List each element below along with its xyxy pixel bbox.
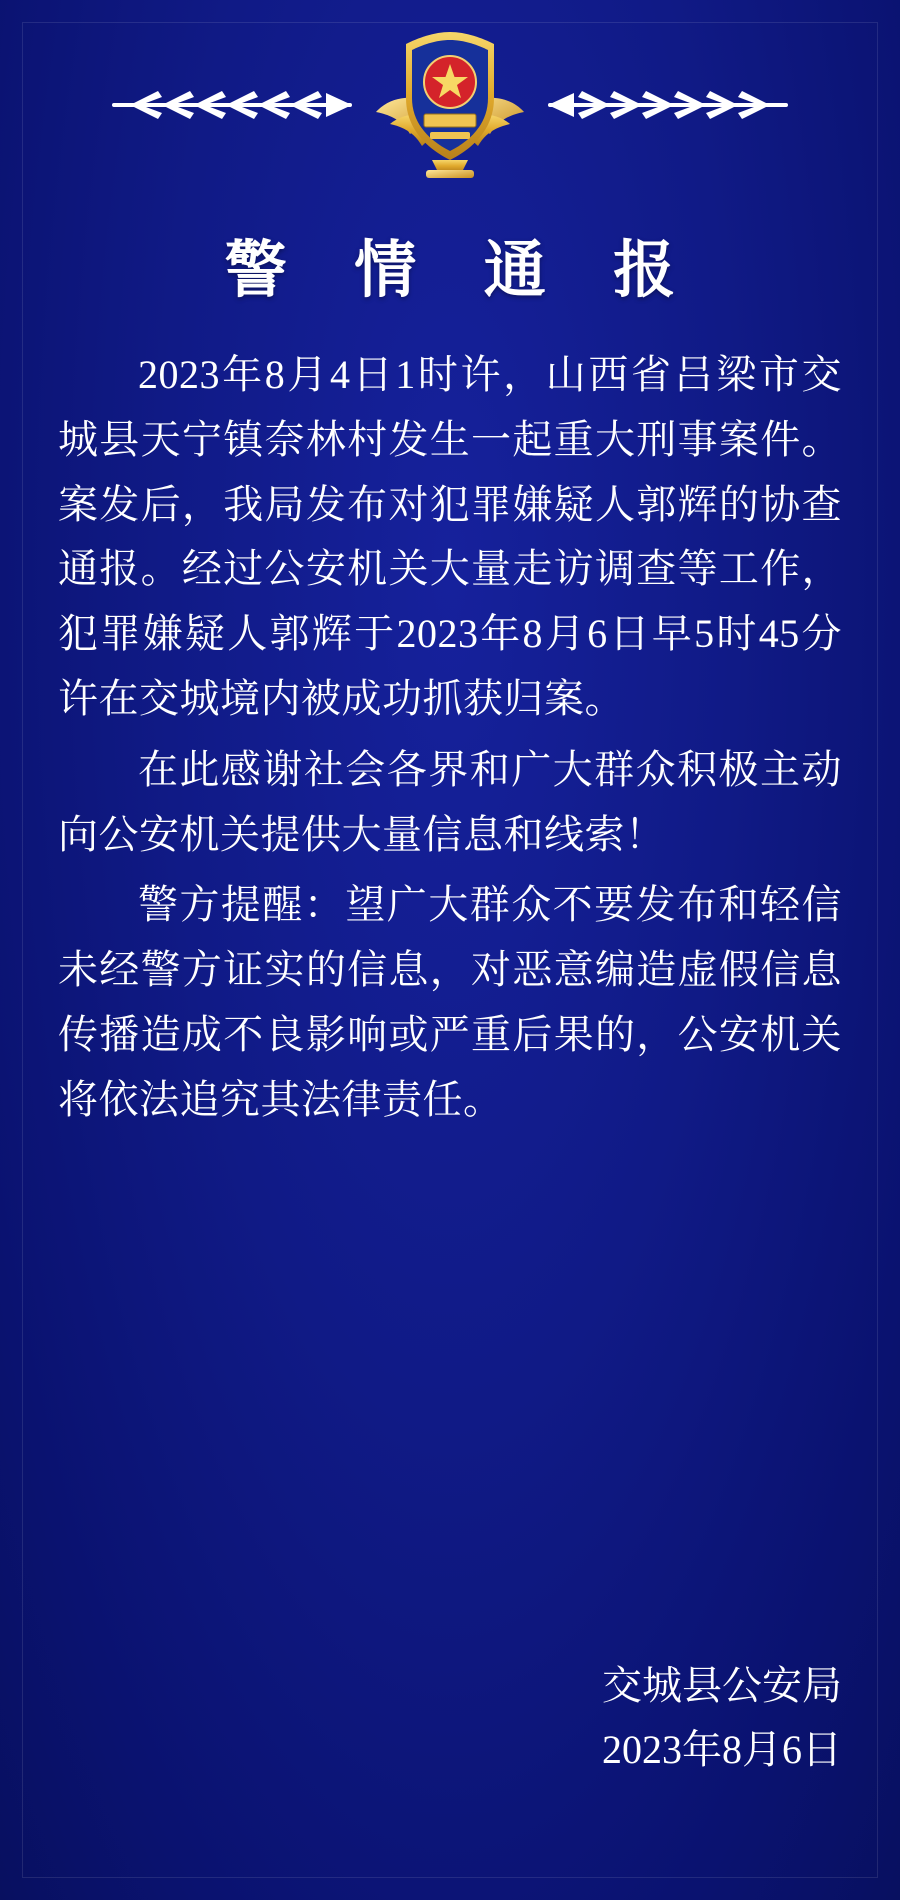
- paragraph-3: 警方提醒：望广大群众不要发布和轻信未经警方证实的信息，对恶意编造虚假信息传播造成不良影响或严重后果的，公安机关将依法追究其法律责任。: [58, 882, 842, 1122]
- police-badge-emblem-icon: [370, 20, 530, 190]
- signature-block: [602, 1654, 842, 1782]
- paragraph-2: 在此感谢社会各界和广大群众积极主动向公安机关提供大量信息和线索！: [58, 746, 842, 857]
- issue-date: 2023年8月6日: [602, 1727, 842, 1772]
- document-body: [0, 343, 900, 1133]
- poster-header: [0, 0, 900, 210]
- wheat-laurel-left-icon: [104, 83, 364, 127]
- paragraph-1: 2023年8月4日1时许，山西省吕梁市交城县天宁镇奈林村发生一起重大刑事案件。案发后，我局发布对犯罪嫌疑人郭辉的协查通报。经过公安机关大量走访调查等工作，犯罪嫌疑人郭辉于2023年8月6日早5时45分许在交城境内被成功抓获归案。: [58, 352, 842, 721]
- wheat-laurel-right-icon: [536, 83, 796, 127]
- issuing-authority: 交城县公安局: [602, 1663, 842, 1708]
- document-title: 警 情 通 报: [224, 237, 702, 305]
